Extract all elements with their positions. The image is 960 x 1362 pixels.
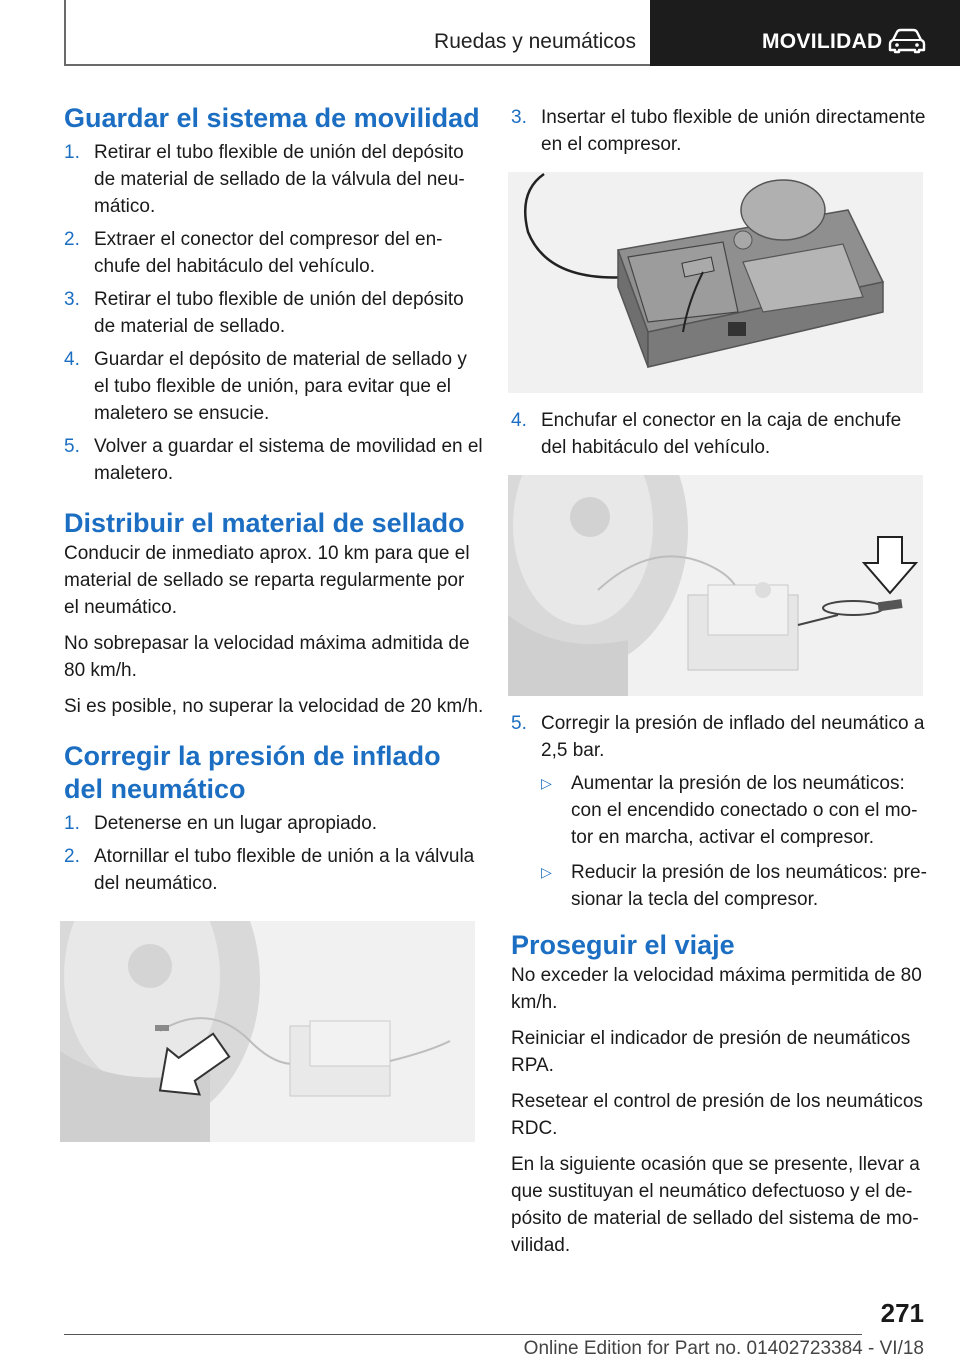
header-chapter-tab — [650, 0, 960, 66]
sub-text: Aumentar la presión de los neumáticos: con el encendido conectado o con el mo-tor en marcha, activar el compresor. — [571, 773, 918, 848]
list-item — [64, 810, 484, 837]
list-item — [64, 843, 484, 897]
steps-corregir-cont3 — [511, 710, 929, 913]
paragraph: Resetear el control de presión de los neumáticos RDC. — [511, 1091, 923, 1139]
figure-hose-to-valve — [60, 921, 475, 1142]
step-text: Atornillar el tubo flexible de unión a la válvula del neumático. — [94, 846, 475, 894]
list-item — [64, 226, 484, 280]
paragraph: Conducir de inmediato aprox. 10 km para que el material de sellado se reparta regularmente por el neumático. — [64, 543, 470, 618]
paragraph: En la siguiente ocasión que se presente, llevar a que sustituyan el neumático defectuoso y el de-pósito de material de sellado del sistema de mo-vilidad. — [511, 1154, 920, 1256]
paragraph: Si es posible, no superar la velocidad de 20 km/h. — [64, 696, 484, 717]
step-number: 4. — [511, 410, 527, 431]
sub-list-item — [541, 770, 929, 851]
plug-illustration — [508, 475, 923, 696]
step-number: 3. — [511, 107, 527, 128]
step-text: Detenerse en un lugar apropiado. — [94, 813, 378, 834]
sub-list — [541, 770, 929, 913]
step-number: 3. — [64, 289, 80, 310]
step-text: Volver a guardar el sistema de movilidad en el maletero. — [94, 436, 483, 484]
step-text: Extraer el conector del compresor del en-chufe del habitáculo del vehículo. — [94, 229, 443, 277]
heading-proseguir: Proseguir el viaje — [511, 930, 735, 960]
figure-plug-in — [508, 475, 923, 696]
heading-guardar: Guardar el sistema de movilidad — [64, 103, 480, 133]
step-number: 4. — [64, 349, 80, 370]
steps-corregir-cont — [511, 104, 929, 158]
triangle-bullet-icon: ▷ — [541, 864, 552, 880]
step-text: Retirar el tubo flexible de unión del depósito de material de sellado. — [94, 289, 464, 337]
left-column — [64, 100, 484, 1142]
triangle-bullet-icon: ▷ — [541, 775, 552, 791]
header-section-title: Ruedas y neumáticos — [434, 30, 636, 53]
list-item — [64, 286, 484, 340]
step-text: Guardar el depósito de material de sellado y el tubo flexible de unión, para evitar que el maletero se ensucie. — [94, 349, 467, 424]
sub-text: Reducir la presión de los neumáticos: pre-sionar la tecla del compresor. — [571, 862, 927, 910]
header-rule-horizontal — [64, 64, 650, 66]
step-number: 5. — [511, 713, 527, 734]
page-number: 271 — [880, 1298, 924, 1328]
step-number: 1. — [64, 813, 80, 834]
heading-corregir: Corregir la presión de inflado del neumático — [64, 741, 441, 804]
footer-rule — [64, 1334, 862, 1335]
step-number: 2. — [64, 229, 80, 250]
header-chapter-label: MOVILIDAD — [762, 30, 883, 53]
paragraph: Reiniciar el indicador de presión de neumáticos RPA. — [511, 1028, 911, 1076]
header-rule-vertical — [64, 0, 66, 66]
list-item — [64, 346, 484, 427]
step-number: 2. — [64, 846, 80, 867]
list-item — [511, 710, 929, 913]
step-text: Retirar el tubo flexible de unión del depósito de material de sellado de la válvula del neu-mático. — [94, 142, 465, 217]
paragraph: No exceder la velocidad máxima permitida de 80 km/h. — [511, 965, 922, 1013]
step-text: Corregir la presión de inflado del neumático a 2,5 bar. — [541, 713, 925, 761]
list-item — [511, 407, 929, 461]
step-number: 1. — [64, 142, 80, 163]
step-number: 5. — [64, 436, 80, 457]
steps-corregir — [64, 810, 484, 897]
list-item — [511, 104, 929, 158]
tire-valve-illustration — [60, 921, 475, 1142]
right-column — [511, 104, 929, 1268]
footer-edition: Online Edition for Part no. 01402723384 - VI/18 — [523, 1338, 924, 1359]
step-text: Insertar el tubo flexible de unión directamente en el compresor. — [541, 107, 926, 155]
step-text: Enchufar el conector en la caja de enchufe del habitáculo del vehículo. — [541, 410, 902, 458]
sub-list-item — [541, 859, 929, 913]
steps-guardar — [64, 139, 484, 487]
steps-corregir-cont2 — [511, 407, 929, 461]
paragraph: No sobrepasar la velocidad máxima admitida de 80 km/h. — [64, 633, 470, 681]
list-item — [64, 139, 484, 220]
figure-compressor-hose — [508, 172, 923, 393]
compressor-illustration — [508, 172, 923, 393]
heading-distribuir: Distribuir el material de sellado — [64, 508, 465, 538]
list-item — [64, 433, 484, 487]
car-icon — [888, 28, 926, 54]
